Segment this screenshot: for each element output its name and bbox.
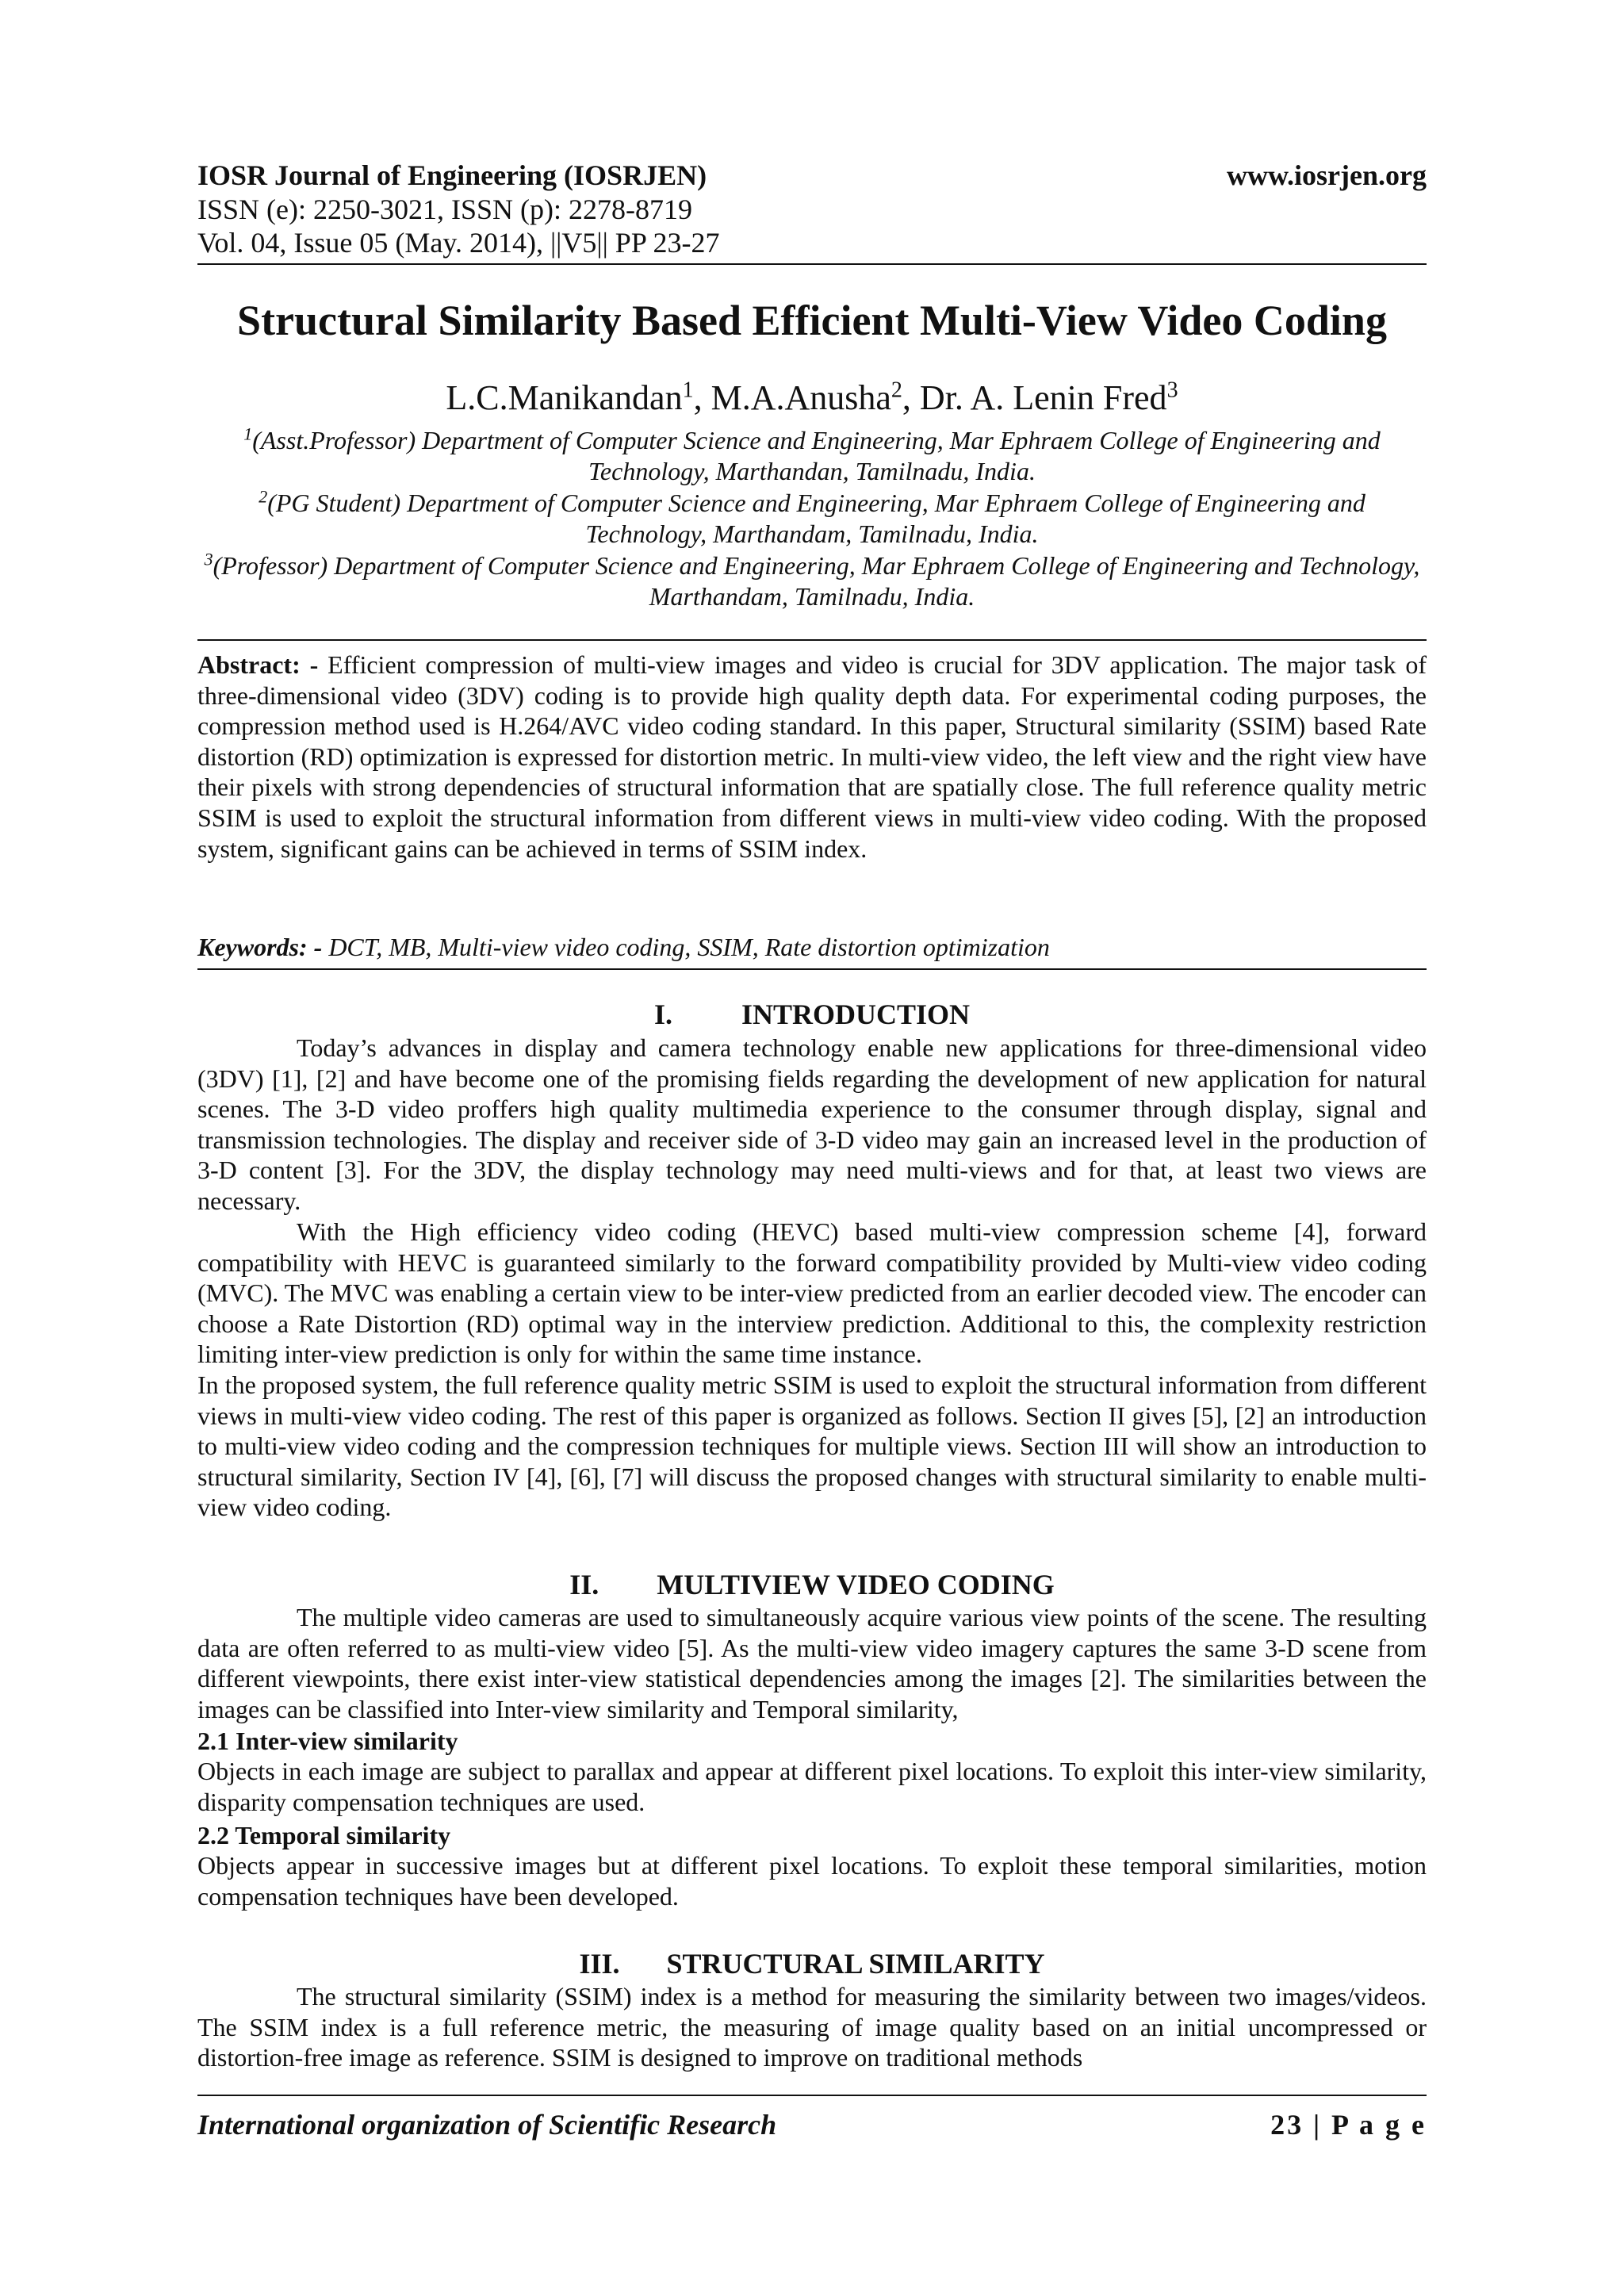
paper-title: Structural Similarity Based Efficient Multi-View Video Coding bbox=[237, 297, 1387, 344]
subsection-heading-temporal: 2.2 Temporal similarity bbox=[197, 1821, 451, 1849]
affiliation-superscript: 1 bbox=[243, 424, 253, 444]
affiliation-superscript: 3 bbox=[204, 549, 213, 569]
section-title: STRUCTURAL SIMILARITY bbox=[666, 1948, 1045, 1980]
keywords-bottom-rule bbox=[197, 968, 1427, 970]
footer-divider bbox=[197, 2095, 1427, 2096]
footer-organization: International organization of Scientific Research bbox=[197, 2109, 777, 2141]
affiliation-text: (Professor) Department of Computer Science and Engineering, Mar Ephraem College of Engineering and Technology, Marthandam, Tamilnadu, India. bbox=[213, 551, 1420, 611]
keywords bbox=[197, 932, 1427, 963]
author-superscript: 2 bbox=[891, 378, 902, 403]
volume-line: Vol. 04, Issue 05 (May. 2014), ||V5|| PP 23-27 bbox=[197, 227, 720, 259]
section-heading-multiview bbox=[197, 1568, 1427, 1601]
abstract-top-rule bbox=[197, 639, 1427, 641]
abstract-text: Efficient compression of multi-view images and video is crucial for 3DV application. The major task of three-dimensional video (3DV) coding is to provide high quality depth data. For experimental coding purposes, the compression method used is H.264/AVC video coding standard. In this paper, Structural similarity (SSIM) based Rate distortion (RD) optimization is expressed for distortion metric. In multi-view video, the left view and the right view have their pixels with strong dependencies of structural information that are spatially close. The full reference quality metric SSIM is used to exploit the structural information from different views in multi-view video coding. With the proposed system, significant gains can be achieved in terms of SSIM index. bbox=[197, 650, 1427, 863]
author-superscript: 1 bbox=[682, 378, 694, 403]
intro-paragraph: With the High efficiency video coding (HEVC) based multi-view compression scheme [4], forward compatibility with HEVC is guaranteed similarly to the forward compatibility provided by Multi-view video coding (MVC). The MVC was enabling a certain view to be inter-view predicted from an earlier decoded view. The encoder can choose a Rate Distortion (RD) optimal way in the interview prediction. Additional to this, the complexity restriction limiting inter-view prediction is only for within the same time instance. bbox=[197, 1217, 1427, 1369]
affiliation bbox=[197, 550, 1427, 612]
intro-paragraph: Today’s advances in display and camera technology enable new applications for three-dimensional video (3DV) [1], [2] and have become one of the promising fields regarding the development of new application for natural scenes. The 3-D video proffers high quality multimedia experience to the consumer through display, signal and transmission technologies. The display and receiver side of 3-D video may gain an increased level in the production of 3-D content [3]. For the 3DV, the display technology may need multi-views and for that, at least two views are necessary. bbox=[197, 1033, 1427, 1215]
section-number: I. bbox=[653, 999, 672, 1030]
inter-view-paragraph: Objects in each image are subject to parallax and appear at different pixel locations. To exploit this inter-view similarity, disparity compensation techniques are used. bbox=[197, 1757, 1427, 1816]
section-heading-structural-similarity bbox=[197, 1947, 1427, 1980]
author-name: M.A.Anusha bbox=[710, 378, 891, 417]
affiliation-superscript: 2 bbox=[259, 486, 268, 507]
author-name: Dr. A. Lenin Fred bbox=[919, 378, 1167, 417]
footer-page-number: 23 | P a g e bbox=[1270, 2109, 1427, 2141]
section-number: II. bbox=[569, 1569, 599, 1600]
temporal-paragraph: Objects appear in successive images but at different pixel locations. To exploit these temporal similarities, motion compensation techniques have been developed. bbox=[197, 1851, 1427, 1911]
section-title: MULTIVIEW VIDEO CODING bbox=[657, 1569, 1055, 1600]
affiliation-text: (PG Student) Department of Computer Science and Engineering, Mar Ephraem College of Engineering and Technology, Marthandam, Tamilnadu, India. bbox=[267, 489, 1365, 548]
author-name: L.C.Manikandan bbox=[446, 378, 683, 417]
section-heading-introduction bbox=[197, 998, 1427, 1031]
abstract-label: Abstract: - bbox=[197, 650, 319, 679]
ssim-paragraph: The structural similarity (SSIM) index is a method for measuring the similarity between two images/videos. The SSIM index is a full reference metric, the measuring of image quality based on an initial uncompressed or distortion-free image as reference. SSIM is designed to improve on traditional methods bbox=[197, 1982, 1427, 2072]
affiliation bbox=[197, 425, 1427, 487]
journal-url[interactable]: www.iosrjen.org bbox=[1227, 159, 1427, 191]
section-title: INTRODUCTION bbox=[741, 999, 971, 1030]
affiliation-text: (Asst.Professor) Department of Computer Science and Engineering, Mar Ephraem College of Engineering and Technology, Marthandan, Tamilnadu, India. bbox=[252, 426, 1381, 485]
author-superscript: 3 bbox=[1166, 378, 1178, 403]
multiview-paragraph: The multiple video cameras are used to simultaneously acquire various view points of the scene. The resulting data are often referred to as multi-view video [5]. As the multi-view video imagery captures the same 3-D scene from different viewpoints, there exist inter-view statistical dependencies among the images [2]. The similarities between the images can be classified into Inter-view similarity and Temporal similarity, bbox=[197, 1603, 1427, 1723]
header-divider bbox=[197, 263, 1427, 265]
subsection-heading-inter-view: 2.1 Inter-view similarity bbox=[197, 1727, 458, 1755]
keywords-text: DCT, MB, Multi-view video coding, SSIM, Rate distortion optimization bbox=[328, 933, 1050, 961]
section-number: III. bbox=[579, 1948, 620, 1980]
author-list: L.C.Manikandan$^1$, M.A.Anusha$^2$, Dr. A. Lenin Fred$^3$ bbox=[446, 378, 1178, 417]
keywords-label: Keywords: - bbox=[197, 933, 323, 961]
issn-line: ISSN (e): 2250-3021, ISSN (p): 2278-8719 bbox=[197, 194, 692, 225]
abstract bbox=[197, 650, 1427, 864]
affiliation bbox=[197, 488, 1427, 550]
journal-name: IOSR Journal of Engineering (IOSRJEN) bbox=[197, 159, 707, 191]
intro-paragraph: In the proposed system, the full reference quality metric SSIM is used to exploit the structural information from different views in multi-view video coding. The rest of this paper is organized as follows. Section II gives [5], [2] an introduction to multi-view video coding and the compression techniques for multiple views. Section III will show an introduction to structural similarity, Section IV [4], [6], [7] will discuss the proposed changes with structural similarity to enable multi-view video coding. bbox=[197, 1370, 1427, 1522]
